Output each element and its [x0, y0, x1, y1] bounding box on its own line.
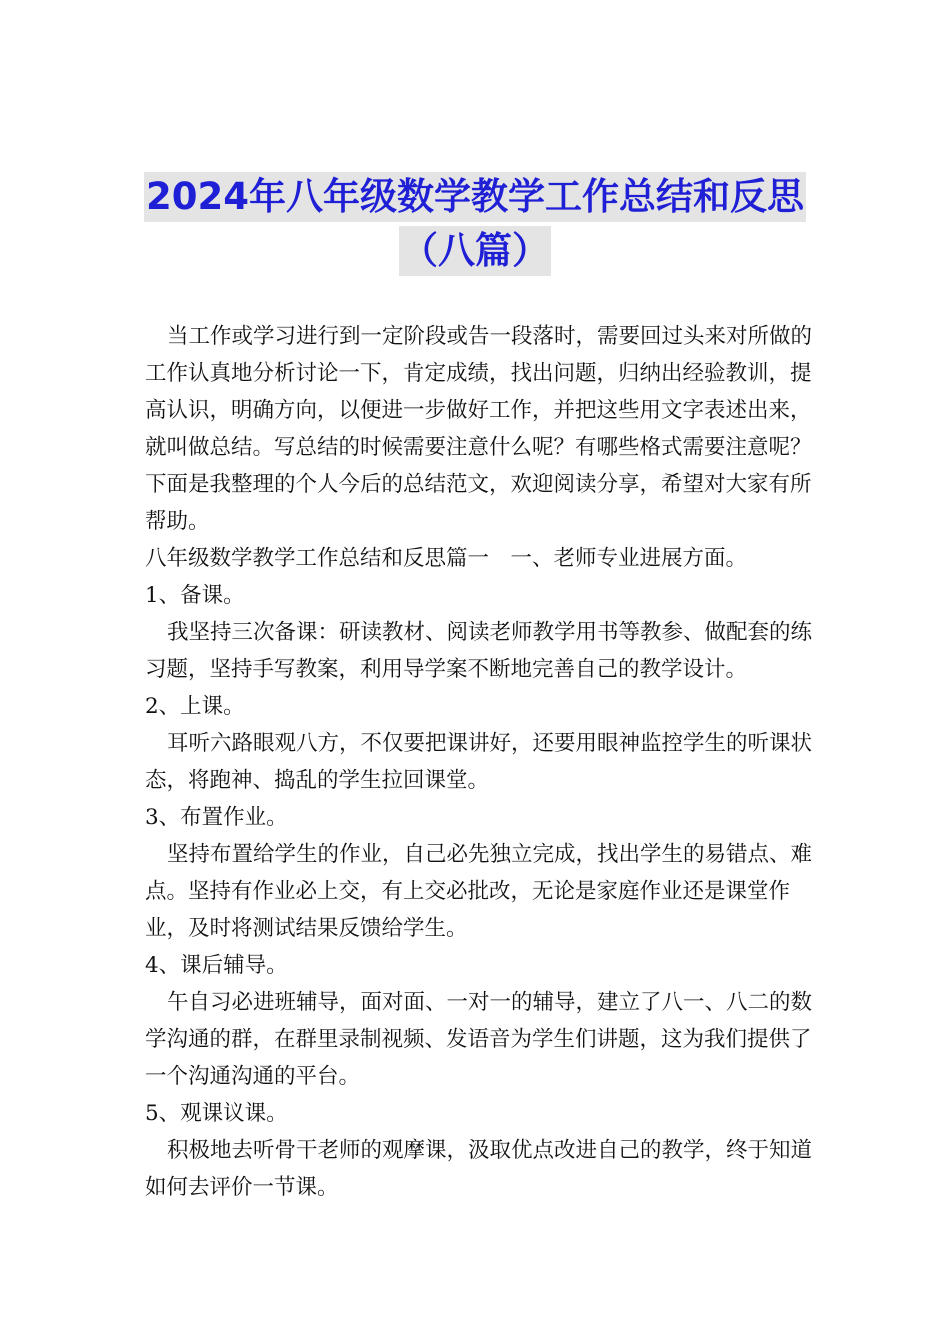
item-heading-3: 3、布置作业。: [145, 805, 288, 830]
item-paragraph-1: 我坚持三次备课：研读教材、阅读老师教学用书等教参、做配套的练习题，坚持手写教案，利用导学案不断地完善自己的教学设计。: [145, 620, 813, 682]
title-line-2: （八篇）: [399, 226, 551, 276]
item-heading-2: 2、上课。: [145, 694, 245, 719]
document-title: [0, 172, 950, 276]
item-heading-1: 1、备课。: [145, 583, 245, 608]
item-paragraph-2: 耳听六路眼观八方，不仅要把课讲好，还要用眼神监控学生的听课状态，将跑神、捣乱的学生拉回课堂。: [145, 731, 813, 793]
document-body: [145, 318, 815, 1206]
item-heading-5: 5、观课议课。: [145, 1101, 288, 1126]
title-line-1: 2024年八年级数学教学工作总结和反思: [144, 172, 806, 222]
item-paragraph-5: 积极地去听骨干老师的观摩课，汲取优点改进自己的教学，终于知道如何去评价一节课。: [145, 1138, 813, 1200]
section-heading: 八年级数学教学工作总结和反思篇一 一、老师专业进展方面。: [145, 546, 748, 571]
item-paragraph-4: 午自习必进班辅导，面对面、一对一的辅导，建立了八一、八二的数学沟通的群，在群里录制视频、发语音为学生们讲题，这为我们提供了一个沟通沟通的平台。: [145, 990, 813, 1089]
item-paragraph-3: 坚持布置给学生的作业，自己必先独立完成，找出学生的易错点、难点。坚持有作业必上交，有上交必批改，无论是家庭作业还是课堂作业，及时将测试结果反馈给学生。: [145, 842, 813, 941]
item-heading-4: 4、课后辅导。: [145, 953, 288, 978]
intro-paragraph: 当工作或学习进行到一定阶段或告一段落时，需要回过头来对所做的工作认真地分析讨论一下，肯定成绩，找出问题，归纳出经验教训，提高认识，明确方向，以便进一步做好工作，并把这些用文字表述出来，就叫做总结。写总结的时候需要注意什么呢？有哪些格式需要注意呢？下面是我整理的个人今后的总结范文，欢迎阅读分享，希望对大家有所帮助。: [145, 324, 813, 534]
